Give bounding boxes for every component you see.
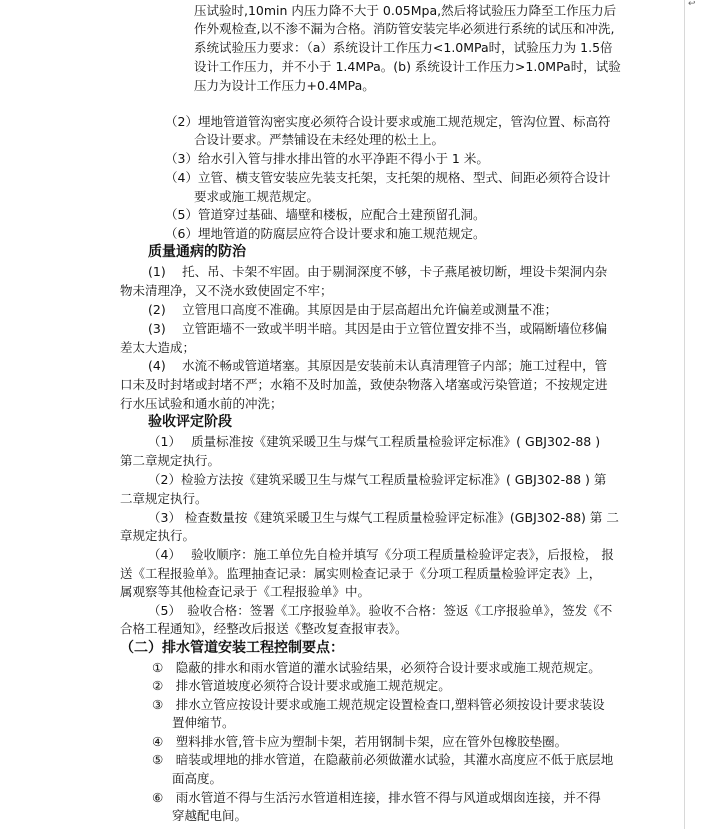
list-item: （3）给水引入管与排水排出管的水平净距不得小于 1 米。: [165, 151, 489, 166]
paragraph-line: 第二章规定执行。: [120, 453, 221, 468]
list-item: ③ 排水立管应按设计要求或施工规范规定设置检查口,塑料管必须按设计要求装设: [152, 697, 605, 712]
paragraph-line: 二章规定执行。: [120, 491, 208, 506]
paragraph-line: （1） 质量标准按《建筑采暖卫生与煤气工程质量检验评定标准》( GBJ302-88 ): [148, 434, 601, 449]
list-item: ④ 塑料排水管,管卡应为塑制卡架，若用钢制卡架，应在管外包橡胶垫圈。: [152, 734, 568, 749]
list-item: ② 排水管道坡度必须符合设计要求或施工规范规定。: [152, 678, 451, 693]
paragraph-line: (2) 立管甩口高度不准确。其原因是由于层高超出允许偏差或测量不准；: [148, 302, 558, 317]
paragraph-line: 差太大造成；: [120, 340, 196, 355]
intro-line: 作外观检查,以不渗不漏为合格。消防管安装完毕必须进行系统的试压和冲洗,: [194, 21, 615, 36]
paragraph-line: （4） 验收顺序：施工单位先自检并填写《分项工程质量检验评定表》，后报检， 报: [148, 547, 614, 562]
intro-line: 压试验时,10min 内压力降不大于 0.05Mpa,然后将试验压力降至工作压力后: [194, 3, 617, 18]
paragraph-line: 合格工程通知》，经整改后报送《整改复查报审表》。: [120, 621, 408, 636]
paragraph-line: 章规定执行。: [120, 528, 196, 543]
paragraph-line: (3) 立管距墙不一致或半明半暗。其因是由于立管位置安排不当，或隔断墙位移偏: [148, 321, 608, 336]
section-heading: 质量通病的防治: [148, 244, 246, 260]
paragraph-line: (4) 水流不畅或管道堵塞。其原因是安装前未认真清理管子内部；施工过程中，管: [148, 358, 608, 373]
list-item: （4）立管、横支管安装应先装支托架，支托架的规格、型式、间距必须符合设计: [165, 170, 611, 185]
section-heading: 验收评定阶段: [148, 414, 232, 430]
paragraph-line: （5） 验收合格：签署《工序报验单》。验收不合格：签返《工序报验单》，签发《不: [148, 603, 613, 618]
list-item: （5）管道穿过基础、墙壁和楼板，应配合土建预留孔洞。: [165, 207, 486, 222]
list-item: （2）埋地管道管沟密实度必须符合设计要求或施工规范规定，管沟位置、标高符: [165, 114, 611, 129]
paragraph-line: (1) 托、吊、卡架不牢固。由于剔洞深度不够，卡子燕尾被切断，埋设卡架洞内杂: [148, 264, 608, 279]
intro-line: 系统试验压力要求：（a）系统设计工作压力<1.0MPa时，试验压力为 1.5倍: [194, 40, 613, 55]
intro-line: 设计工作压力，并不小于 1.4MPa。(b) 系统设计工作压力>1.0MPa时，试验: [194, 59, 621, 74]
paragraph-line: 属观察等其他检查记录于《工程报验单》中。: [120, 584, 371, 599]
paragraph-line: （3） 检查数量按《建筑采暖卫生与煤气工程质量检验评定标准》(GBJ302-88) 第 二: [148, 510, 619, 525]
list-item: ① 隐蔽的排水和雨水管道的灌水试验结果，必须符合设计要求或施工规范规定。: [152, 660, 601, 675]
section-heading: （二）排水管道安装工程控制要点：: [120, 640, 344, 656]
paragraph-line: 送《工程报验单》。监理抽查记录：属实则检查记录于《分项工程质量检验评定表》上，: [120, 566, 602, 581]
list-item: 面高度。: [172, 771, 223, 786]
page-edge-line: [684, 0, 685, 829]
list-item: ⑤ 暗装或埋地的排水管道，在隐蔽前必须做灌水试验，其灌水高度应不低于底层地: [152, 752, 614, 767]
list-item: 置伸缩节。: [172, 715, 235, 730]
list-item: 合设计要求。严禁铺设在未经处理的松土上。: [194, 132, 445, 147]
list-item: 穿越配电间。: [172, 808, 248, 823]
list-item: 要求或施工规范规定。: [194, 189, 320, 204]
paragraph-line: 物未清理净，又不浇水致使固定不牢；: [120, 283, 333, 298]
intro-line: 压力为设计工作压力+0.4MPa。: [194, 78, 375, 93]
paragraph-line: 口未及时封堵或封堵不严；水箱不及时加盖，致使杂物落入堵塞或污染管道；不按规定进: [120, 377, 608, 392]
paragraph-line: （2）检验方法按《建筑采暖卫生与煤气工程质量检验评定标准》( GBJ302-88 ) 第: [148, 472, 607, 487]
paragraph-mark-icon: ↩: [688, 0, 696, 9]
list-item: ⑥ 雨水管道不得与生活污水管道相连接，排水管不得与风道或烟囱连接，并不得: [152, 790, 601, 805]
list-item: （6）埋地管道的防腐层应符合设计要求和施工规范规定。: [165, 226, 486, 241]
paragraph-line: 行水压试验和通水前的冲洗；: [120, 396, 283, 411]
